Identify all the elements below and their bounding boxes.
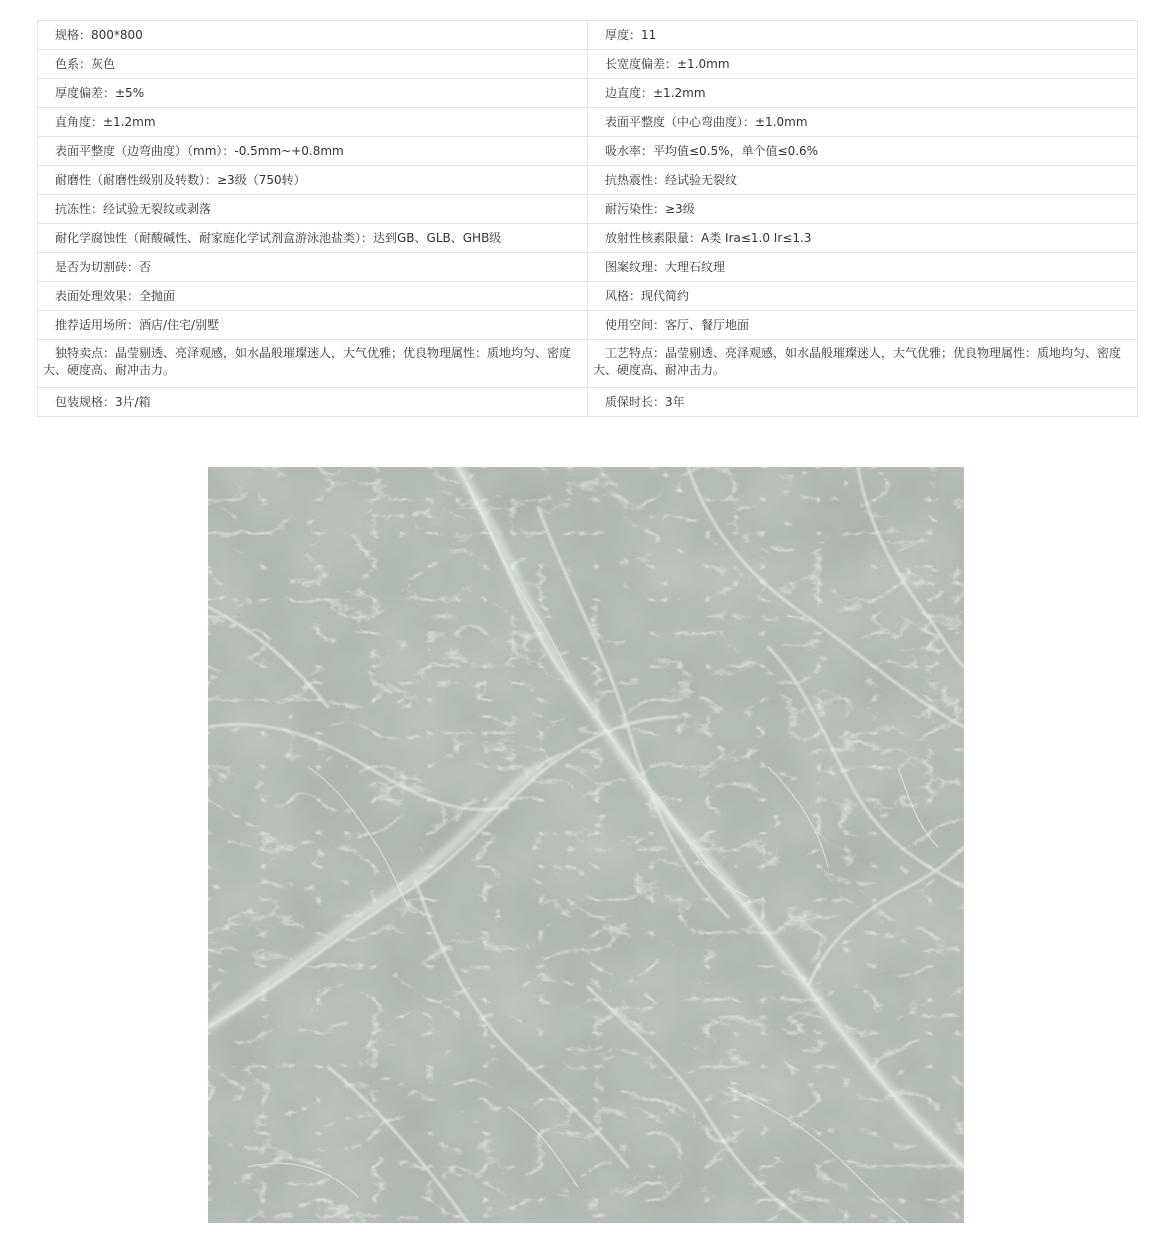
marble-fine-veins	[208, 467, 964, 1223]
spec-cell: 厚度：11	[588, 21, 1138, 50]
spec-cell: 耐化学腐蚀性（耐酸碱性、耐家庭化学试剂盒游泳池盐类）：达到GB、GLB、GHB级	[38, 224, 588, 253]
spec-cell: 边直度：±1.2mm	[588, 79, 1138, 108]
marble-tile-svg	[208, 467, 964, 1223]
spec-table	[37, 20, 1138, 417]
spec-cell: 图案纹理：大理石纹理	[588, 253, 1138, 282]
spec-cell: 表面平整度（边弯曲度）（mm）：-0.5mm~+0.8mm	[38, 137, 588, 166]
table-row	[38, 50, 1138, 79]
spec-cell: 抗热震性：经试验无裂纹	[588, 166, 1138, 195]
spec-cell: 表面平整度（中心弯曲度）：±1.0mm	[588, 108, 1138, 137]
spec-cell: 是否为切割砖：否	[38, 253, 588, 282]
spec-cell: 吸水率：平均值≤0.5%，单个值≤0.6%	[588, 137, 1138, 166]
spec-cell: 独特卖点：晶莹剔透、亮泽观感，如水晶般璀璨迷人，大气优雅；优良物理属性：质地均匀、密度大、硬度高、耐冲击力。	[38, 340, 588, 388]
table-row	[38, 388, 1138, 417]
table-row	[38, 108, 1138, 137]
table-row	[38, 195, 1138, 224]
table-row	[38, 224, 1138, 253]
spec-cell: 表面处理效果：全抛面	[38, 282, 588, 311]
table-row	[38, 137, 1138, 166]
spec-cell: 厚度偏差：±5%	[38, 79, 588, 108]
table-row	[38, 340, 1138, 388]
spec-cell: 质保时长：3年	[588, 388, 1138, 417]
spec-cell: 直角度：±1.2mm	[38, 108, 588, 137]
table-row	[38, 253, 1138, 282]
spec-cell: 耐污染性：≥3级	[588, 195, 1138, 224]
marble-tile-image	[208, 467, 964, 1223]
spec-cell: 工艺特点：晶莹剔透、亮泽观感，如水晶般璀璨迷人，大气优雅；优良物理属性：质地均匀、密度大、硬度高、耐冲击力。	[588, 340, 1138, 388]
spec-cell: 放射性核素限量：A类 Ira≤1.0 Ir≤1.3	[588, 224, 1138, 253]
table-row	[38, 79, 1138, 108]
table-row	[38, 282, 1138, 311]
table-row	[38, 311, 1138, 340]
spec-cell: 推荐适用场所：酒店/住宅/别墅	[38, 311, 588, 340]
table-row	[38, 21, 1138, 50]
spec-cell: 耐磨性（耐磨性级别及转数）：≥3级（750转）	[38, 166, 588, 195]
table-row	[38, 166, 1138, 195]
spec-cell: 使用空间：客厅、餐厅地面	[588, 311, 1138, 340]
spec-cell: 长宽度偏差：±1.0mm	[588, 50, 1138, 79]
spec-cell: 抗冻性：经试验无裂纹或剥落	[38, 195, 588, 224]
spec-cell: 包装规格：3片/箱	[38, 388, 588, 417]
spec-cell: 色系：灰色	[38, 50, 588, 79]
spec-cell: 风格：现代简约	[588, 282, 1138, 311]
spec-cell: 规格：800*800	[38, 21, 588, 50]
